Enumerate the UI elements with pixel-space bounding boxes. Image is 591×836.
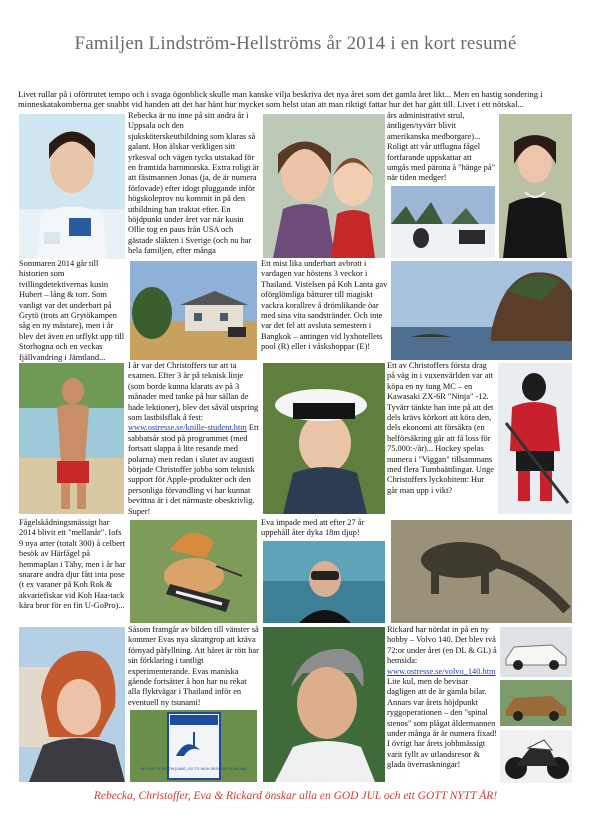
photo-siblings: [263, 114, 385, 258]
text-eva-hair: Såsom framgår av bilden till vänster så kommer Evas nya skrattgrop att kräva förnyad påfyllning. Att håret är rött har sin förklaring i tantligt experimenterande. Evas maniska gående fortsätter å hon har nu rekat alla flyktvägar i Thailand inför en eventuell ny tsunami!: [128, 625, 259, 707]
text-summer: Sommaren 2014 går till historien som tvillingdetektivernas kusin Hubert – lång & torr. Som vanligt var det underbart på Grytö (trots att Grytökampen såg en ny mästare), men i år blev det även en utflykt upp till Storhogna och en veckas fjällvandring i Jämtland...: [19, 259, 125, 362]
photo-tsunami-sign: [130, 710, 257, 782]
photo-diver: [263, 541, 385, 623]
text-rickard-2: Lite kul, men de bevisar dagligen att de är gamla bilar. Annars var årets höjdpunkt ryggoperationen – den "spinal stenos" som plågat åldermannen under många år är numera fixad! I övrigt har årets jobbmässigt varit fyllt av utlandsresor & glada överraskningar!: [387, 677, 497, 770]
sign-text: IN CASE OF EARTHQUAKE, GO TO HIGH GROUND OR INLAND: [140, 767, 248, 771]
photo-winter-tent: [391, 186, 495, 258]
photo-beach-boy: [19, 363, 124, 514]
text-eva-dive: Eva impade med att efter 27 år uppehåll åter dyka 18m djup!: [261, 518, 365, 538]
photo-motorcycle: [500, 730, 572, 783]
photo-rock-island: [391, 261, 572, 360]
intro-paragraph: Livet rullar på i oförtrutet tempo och i svaga ögonblick skulle man kanske vilja beskriva det nya året som det gamla året likt... Men en hastig sondering i minneskatakomberna ger snabbt vid handen att det har hänt hur mycket som helst utan att man riktigt fattar hur det har gått till. Livet i ett nötskal...: [18, 89, 543, 109]
photo-volvo-brown: [500, 680, 572, 726]
link-volvo[interactable]: www.ostresse.se/volvo_140.htm: [387, 666, 496, 676]
text-rebecka: Rebecka är nu inne på sitt andra år i Uppsala och den sjuksköterskeutbildning som klaras så galant. Hon älskar verkligen sitt yrkesval och vägen tycks utstakad för en framtida barnmorska. Extra roligt är att fästmannen Jonas (ja, de är numera förlovade) efter idogt pluggande inför högskoleprov nu kommit in på den utbildning han traktat efter. En höjdpunkt under året var när kusin Ollie tog en paus från USA och gästade släkten i Sverige (och nu har hela familjen, efter många: [128, 111, 260, 256]
photo-graduation-cap: [263, 363, 385, 514]
photo-volvo-white: [500, 627, 572, 677]
text-rickard: [387, 625, 497, 785]
photo-rickard: [263, 627, 385, 782]
text-christoffer-2: Ett sabbatsår stod på programmet (med fortsatt slappa å lite resande med polarna) men redan i slutet av augusti började Christoffer jobba som teknisk support för Apple-produkter och den personliga förvandling vi har kunnat bevittna är i det närmaste obeskrivlig. Super!: [128, 423, 259, 516]
link-student[interactable]: www.ostresse.se/knille-student.htm: [128, 423, 247, 433]
text-christoffer-graduation: [128, 361, 260, 517]
text-motorcycle-hockey: Ett av Christoffers första drag på väg in i vuxenvärlden var att köpa en ny tung MC – en Kawasaki ZX-6R "Ninja" -12. Tyvärr tänkte han inte på att det dels krävs körkort att köra den, dels ekonomi att försäkra (en helförsäkring går att få loss för 75.000:-/år)... Hockey spelas numera i "Viggan" tillsammans med flera Tumbaättlingar. Unge Christoffers lyckobitem: Hur går man upp i vikt?: [387, 361, 494, 495]
text-rickard-1: Rickard har nördat in på en ny hobby – Volvo 140. Det blev två 72:or under året (en DL & GL) å hemsida:: [387, 625, 497, 666]
text-christoffer-1: I år var det Christoffers tur att ta examen. Efter 3 år på teknisk linje (som borde kunna klarats av på 3 månader med tanke på hur sällan de hade lektioner), blev det såväl utspring som lastbilsflak å fest:: [128, 361, 259, 423]
text-admin: års administrativt strul, äntligen/tyvärr blivit amerikanska medborgare)... Roligt att vår utflugna fågel fortfarande uppskattar att umgås med pärona å "hänge på" när tiden medger!: [387, 111, 495, 183]
footer-greeting: Rebecka, Christoffer, Eva & Rickard önskar alla en GOD JUL och ett GOTT NYTT ÅR!: [93, 790, 498, 802]
photo-cabin: [130, 261, 257, 360]
text-thailand: Ett mist lika underbart avbrott i vardagen var höstens 3 veckor i Thailand. Vistelsen på Koh Lanta gav oförglömliga båtturer till magiskt vackra korallrev å drömlikande öar med sina vita sandstränder. Och inte var det fel att avsluta semestern i Bangkok – antingen vid lyxhotellets pool (R) eller i våskshoppar (E)!: [261, 259, 388, 352]
photo-hoopoe: [130, 520, 257, 623]
page-title: Familjen Lindström-Hellströms år 2014 i en kort resumé: [74, 33, 517, 54]
photo-hockey-player: [498, 363, 572, 514]
photo-monitor-lizard: [391, 520, 572, 623]
photo-eva-red-hair: [19, 627, 125, 782]
photo-nurse: [19, 114, 125, 259]
text-birds: Fågelskådningsmässigt har 2014 blivit ett "mellanår". Iofs 9 nya arter (totalt 300) å celbert besök av Härfågel på hemmaplan i Täby, men i år har snarare andra djur fått inta pose (t ex varaner på Koh Rok & akvariefiskar vid Koh Haa-tack kära bror för en fin U-GoPro)...: [19, 518, 126, 611]
photo-woman-necklace: [499, 114, 572, 258]
